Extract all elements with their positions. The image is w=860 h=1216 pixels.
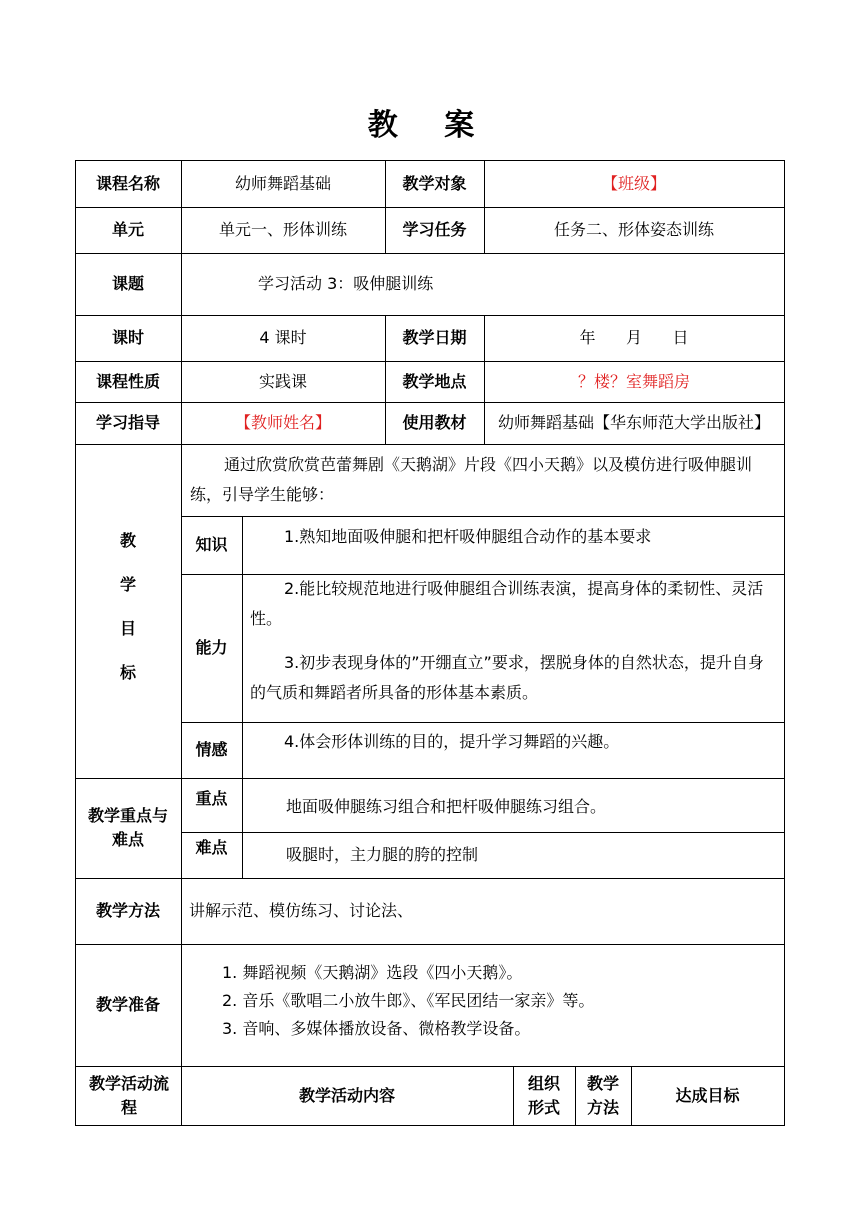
objectives-label-char-3: 目: [119, 619, 136, 638]
page-title: 教 案: [367, 108, 493, 143]
topic-label: 课题: [111, 274, 144, 293]
textbook-label: 使用教材: [402, 413, 467, 432]
unit-value: 单元一、形体训练: [218, 220, 347, 239]
date-value: 年 月 日: [579, 328, 689, 347]
place-value: ？楼？室舞蹈房: [577, 371, 690, 391]
objectives-intro: 通过欣赏欣赏芭蕾舞剧《天鹅湖》片段《四小天鹅》以及模仿进行吸伸腿训练，引导学生能够：: [190, 455, 753, 504]
hours-value: 4 课时: [259, 328, 307, 347]
guide-label: 学习指导: [95, 413, 160, 432]
course-name-value: 幼师舞蹈基础: [234, 173, 331, 193]
preparation-item-3: 3. 音响、多媒体播放设备、微格教学设备。: [222, 1019, 531, 1038]
preparation-item-2: 2. 音乐《歌唱二小放牛郎》、《军民团结一家亲》等。: [222, 991, 595, 1010]
preparation-item-1: 1. 舞蹈视频《天鹅湖》选段《四小天鹅》。: [222, 963, 523, 982]
org-label: 组织形式: [527, 1074, 560, 1117]
objectives-label-char-1: 教: [119, 531, 136, 550]
method-label: 教学方法: [586, 1074, 619, 1117]
difficult-value: 吸腿时，主力腿的胯的控制: [286, 845, 479, 864]
knowledge-value: 1.熟知地面吸伸腿和把杆吸伸腿组合动作的基本要求: [284, 527, 652, 546]
goal-label: 达成目标: [675, 1086, 740, 1105]
task-value: 任务二、形体姿态训练: [553, 220, 714, 239]
topic-value: 学习活动 3：吸伸腿训练: [258, 274, 434, 293]
ability-item-2: 3.初步表现身体的”开绷直立”要求，摆脱身体的自然状态，提升自身的气质和舞蹈者所具备的形体基本素质。: [250, 653, 764, 702]
content-label: 教学活动内容: [298, 1086, 395, 1105]
emotion-value: 4.体会形体训练的目的，提升学习舞蹈的兴趣。: [284, 732, 620, 751]
task-label: 学习任务: [402, 220, 467, 239]
methods-label: 教学方法: [95, 901, 160, 920]
flow-label: 教学活动流程: [88, 1074, 169, 1117]
knowledge-label: 知识: [195, 535, 228, 554]
methods-value: 讲解示范、模仿练习、讨论法、: [189, 901, 414, 920]
objectives-label-char-2: 学: [119, 575, 136, 594]
preparation-label: 教学准备: [95, 995, 160, 1014]
textbook-value: 幼师舞蹈基础【华东师范大学出版社】: [497, 413, 770, 432]
place-label: 教学地点: [402, 371, 467, 391]
nature-value: 实践课: [258, 371, 307, 391]
guide-value: 【教师姓名】: [234, 413, 331, 432]
objectives-label-char-4: 标: [119, 663, 136, 682]
course-name-label: 课程名称: [95, 173, 160, 193]
key-value: 地面吸伸腿练习组合和把杆吸伸腿练习组合。: [286, 797, 607, 816]
key-label: 重点: [195, 789, 228, 808]
target-value: 【班级】: [601, 173, 666, 193]
hours-label: 课时: [111, 328, 144, 347]
nature-label: 课程性质: [95, 371, 160, 391]
ability-label: 能力: [195, 638, 228, 657]
emotion-label: 情感: [195, 740, 228, 759]
ability-item-1: 2.能比较规范地进行吸伸腿组合训练表演，提高身体的柔韧性、灵活性。: [250, 579, 764, 628]
key-points-label: 教学重点与难点: [87, 806, 168, 849]
target-label: 教学对象: [402, 173, 467, 193]
date-label: 教学日期: [402, 328, 467, 347]
unit-label: 单元: [111, 220, 144, 239]
difficult-label: 难点: [195, 838, 228, 857]
